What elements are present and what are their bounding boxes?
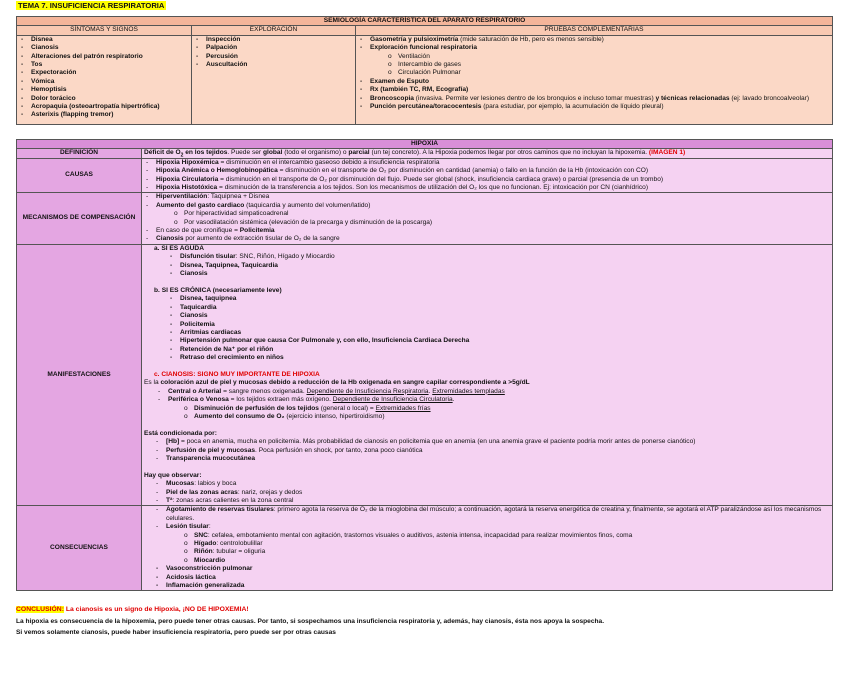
col-exploracion: EXPLORACIÓN — [192, 26, 356, 35]
list-item: - Vómica — [19, 78, 189, 86]
observar-title: Hay que observar: — [144, 471, 202, 479]
list-item: o Disminución de perfusión de los tejidos (general o local) = Extremidades frías — [154, 405, 830, 413]
list-item: - Cianosis — [19, 44, 189, 52]
col-sintomas: SÍNTOMAS Y SIGNOS — [17, 26, 192, 35]
condicionada-list — [144, 438, 830, 463]
condicionada-title: Está condicionada por: — [144, 429, 217, 437]
list-item: - Gasometría y pulsioximetría (mide saturación de Hb, pero es menos sensible) — [358, 36, 830, 44]
list-item: - Hemoptisis — [19, 86, 189, 94]
footer-line-2: Si vemos solamente cianosis, puede haber insuficiencia respiratoria, pero puede ser por otras causas — [16, 629, 336, 636]
list-item: - Palpación — [194, 44, 353, 52]
list-item: - Tª: zonas acras calientes en la zona central — [154, 497, 830, 505]
list-item: - Acropaquia (osteoartropatía hipertrófica) — [19, 103, 189, 111]
conclusion-text: La cianosis es un signo de Hipoxia, ¡NO DE HIPOXEMIA! — [63, 606, 249, 613]
list-item: - Inspección — [194, 36, 353, 44]
list-item: - Vasoconstricción pulmonar — [154, 565, 830, 573]
list-item: - Hipoxia Hipoxémica = disminución en el intercambio gaseoso debido a insuficiencia respiratoria — [144, 159, 830, 167]
list-item: o Riñón: tubular = oliguria — [154, 548, 830, 556]
list-item: o Miocardio — [154, 557, 830, 565]
semiologia-table — [16, 16, 833, 125]
list-item: - Agotamiento de reservas tisulares: primero agota la reserva de O₂ de la mioglobina del músculo; a continuación, agotará la reserva energética de creatina y, finalmente, se agotará el ATP paralizándose así los mecanismos celulares. — [154, 506, 830, 523]
list-item: - Disfunción tisular: SNC, Riñón, Hígado y Miocardio — [168, 253, 830, 261]
list-item: o Por hiperactividad simpaticoadrenal — [144, 210, 830, 218]
cronica-list — [144, 295, 830, 362]
list-item: - Dolor torácico — [19, 95, 189, 103]
list-item: - Cianosis por aumento de extracción tisular de O₂ de la sangre — [144, 235, 830, 243]
semiologia-header: SEMIOLOGÍA CARACTERÍSTICA DEL APARATO RESPIRATORIO — [17, 17, 833, 26]
causas-label: CAUSAS — [17, 158, 142, 193]
footer-line-1: La hipoxia es consecuencia de la hipoxemia, pero puede tener otras causas. Por tanto, si sospechamos una insuficiencia respiratoria y, además, hay cianosis, ésta nos apoya la sospecha. — [16, 618, 605, 625]
pruebas-list — [358, 36, 830, 112]
list-item: o Por vasodilatación sistémica (elevación de la precarga y disminución de la poscarga) — [144, 219, 830, 227]
page-title: TEMA 7. INSUFICIENCIA RESPIRATORIA — [18, 1, 165, 10]
list-item: - Broncoscopia (invasiva. Permite ver lesiones dentro de los bronquios e incluso tomar muestras) y técnicas relacionadas (ej: lavado broncoalveolar) — [358, 95, 830, 103]
list-item: o Circulación Pulmonar — [358, 69, 830, 77]
list-item: o Hígado: centrolobulillar — [154, 540, 830, 548]
list-item: o Ventilación — [358, 53, 830, 61]
list-item: - Punción percutánea/toracocentesis (para estudiar, por ejemplo, la acumulación de líquido pleural) — [358, 103, 830, 111]
list-item: - Lesión tisular: — [154, 523, 830, 531]
list-item: - Exploración funcional respiratoria — [358, 44, 830, 52]
cronica-title: b. SI ES CRÓNICA (necesariamente leve) — [154, 286, 282, 294]
list-item: - Hipertensión pulmonar que causa Cor Pulmonale y, con ello, Insuficiencia Cardiaca Derecha — [168, 337, 830, 345]
list-item: - Taquicardia — [168, 304, 830, 312]
list-item: o Aumento del consumo de O₂ (ejercicio intenso, hipertiroidismo) — [154, 413, 830, 421]
list-item: - Cianosis — [168, 312, 830, 320]
conclusion — [16, 605, 249, 614]
list-item: - Hiperventilación: Taquipnea + Disnea — [144, 193, 830, 201]
consecuencias-list — [144, 506, 830, 531]
list-item: - Alteraciones del patrón respiratorio — [19, 53, 189, 61]
list-item: - Percusión — [194, 53, 353, 61]
aguda-list — [144, 253, 830, 278]
list-item: - Aumento del gasto cardiaco (taquicardia y aumento del volumen/latido) — [144, 202, 830, 210]
list-item: - Disnea — [19, 36, 189, 44]
definicion-label: DEFINICIÓN — [17, 149, 142, 158]
list-item: - Examen de Esputo — [358, 78, 830, 86]
sintomas-list — [19, 36, 189, 120]
list-item: - Retraso del crecimiento en niños — [168, 354, 830, 362]
mecanismos-label: MECANISMOS DE COMPENSACIÓN — [17, 193, 142, 244]
list-item: - Perfusión de piel y mucosas. Poca perfusión en shock, por tanto, zona poco cianótica — [154, 447, 830, 455]
list-item: o Intercambio de gases — [358, 61, 830, 69]
consecuencias-list-2 — [144, 565, 830, 590]
list-item: - Hipoxia Anémica o Hemoglobinopática = disminución en el transporte de O₂ por disminución en cantidad (anemia) o fallo en la función de la Hb (intoxicación con CO) — [144, 167, 830, 175]
list-item: - Inflamación generalizada — [154, 582, 830, 590]
list-item: - Periférica o Venosa = los tejidos extraen más oxígeno. Dependiente de Insuficiencia Circulatoria. — [156, 396, 830, 404]
list-item: - En caso de que cronifique = Policitemia — [144, 227, 830, 235]
list-item: - Hipoxia Circulatoria = disminución en el transporte de O₂ por disminución del flujo. Puede ser global (shock, insuficiencia cardiaca grave) o parcial (presencia de un trombo) — [144, 176, 830, 184]
aguda-title: a. SI ES AGUDA — [154, 244, 204, 252]
list-item: - Arritmias cardiacas — [168, 329, 830, 337]
causas-list — [144, 159, 830, 193]
list-item: - Cianosis — [168, 270, 830, 278]
hipoxia-header: HIPOXIA — [17, 140, 833, 149]
hipoxia-table — [16, 139, 833, 591]
list-item: o SNC: cefalea, embotamiento mental con agitación, trastornos visuales o auditivos, astenia intensa, incapacidad para realizar movimientos finos, coma — [154, 532, 830, 540]
cianosis-definition: Es la coloración azul de piel y mucosas debido a reducción de la Hb oxigenada en sangre capilar correspondiente a >5g/dL — [144, 379, 530, 387]
observar-list — [144, 480, 830, 505]
list-item: - Transparencia mucocutánea — [154, 455, 830, 463]
list-item: - Central o Arterial = sangre menos oxigenada. Dependiente de Insuficiencia Respiratoria. Extremidades templadas — [156, 388, 830, 396]
list-item: - Retención de Na⁺ por el riñón — [168, 346, 830, 354]
list-item: - Disnea, taquipnea — [168, 295, 830, 303]
list-item: - Mucosas: labios y boca — [154, 480, 830, 488]
exploracion-list — [194, 36, 353, 70]
list-item: - Auscultación — [194, 61, 353, 69]
list-item: - Disnea, Taquipnea, Taquicardia — [168, 262, 830, 270]
list-item: - Policitemia — [168, 321, 830, 329]
list-item: - Tos — [19, 61, 189, 69]
list-item: - Rx (también TC, RM, Ecografía) — [358, 86, 830, 94]
manifestaciones-label: MANIFESTACIONES — [17, 244, 142, 506]
mecanismos-list — [144, 193, 830, 243]
definicion-text: Déficit de $O_2$ en los tejidos. Puede ser global (todo el organismo) o parcial (un tej concreto). A la Hipoxia podemos llegar por otros caminos que no incluyan la hipoxemia. (IMAGEN 1) — [142, 149, 833, 158]
list-item: - Hipoxia Histotóxica = disminución de la transferencia a los tejidos. Son los mecanismos de utilización del O₂ los que no funcionan. Ej: intoxicación por CN (cianhídrico) — [144, 184, 830, 192]
conclusion-label: CONCLUSIÓN: — [16, 606, 64, 613]
col-pruebas: PRUEBAS COMPLEMENTARIAS — [356, 26, 833, 35]
consecuencias-label: CONSECUENCIAS — [17, 506, 142, 591]
list-item: - Piel de las zonas acras: nariz, orejas y dedos — [154, 489, 830, 497]
list-item: - Asterixis (flapping tremor) — [19, 111, 189, 119]
cianosis-title: c. CIANOSIS: SIGNO MUY IMPORTANTE DE HIPOXIA — [154, 370, 320, 378]
cianosis-types — [144, 388, 830, 405]
list-item: - Acidosis láctica — [154, 574, 830, 582]
list-item: - [Hb] = poca en anemia, mucha en policitemia. Más probabilidad de cianosis en policitemia que en anemia (en una anemia grave el paciente podría morir antes de ponerse cianótico) — [154, 438, 830, 446]
list-item: - Expectoración — [19, 69, 189, 77]
